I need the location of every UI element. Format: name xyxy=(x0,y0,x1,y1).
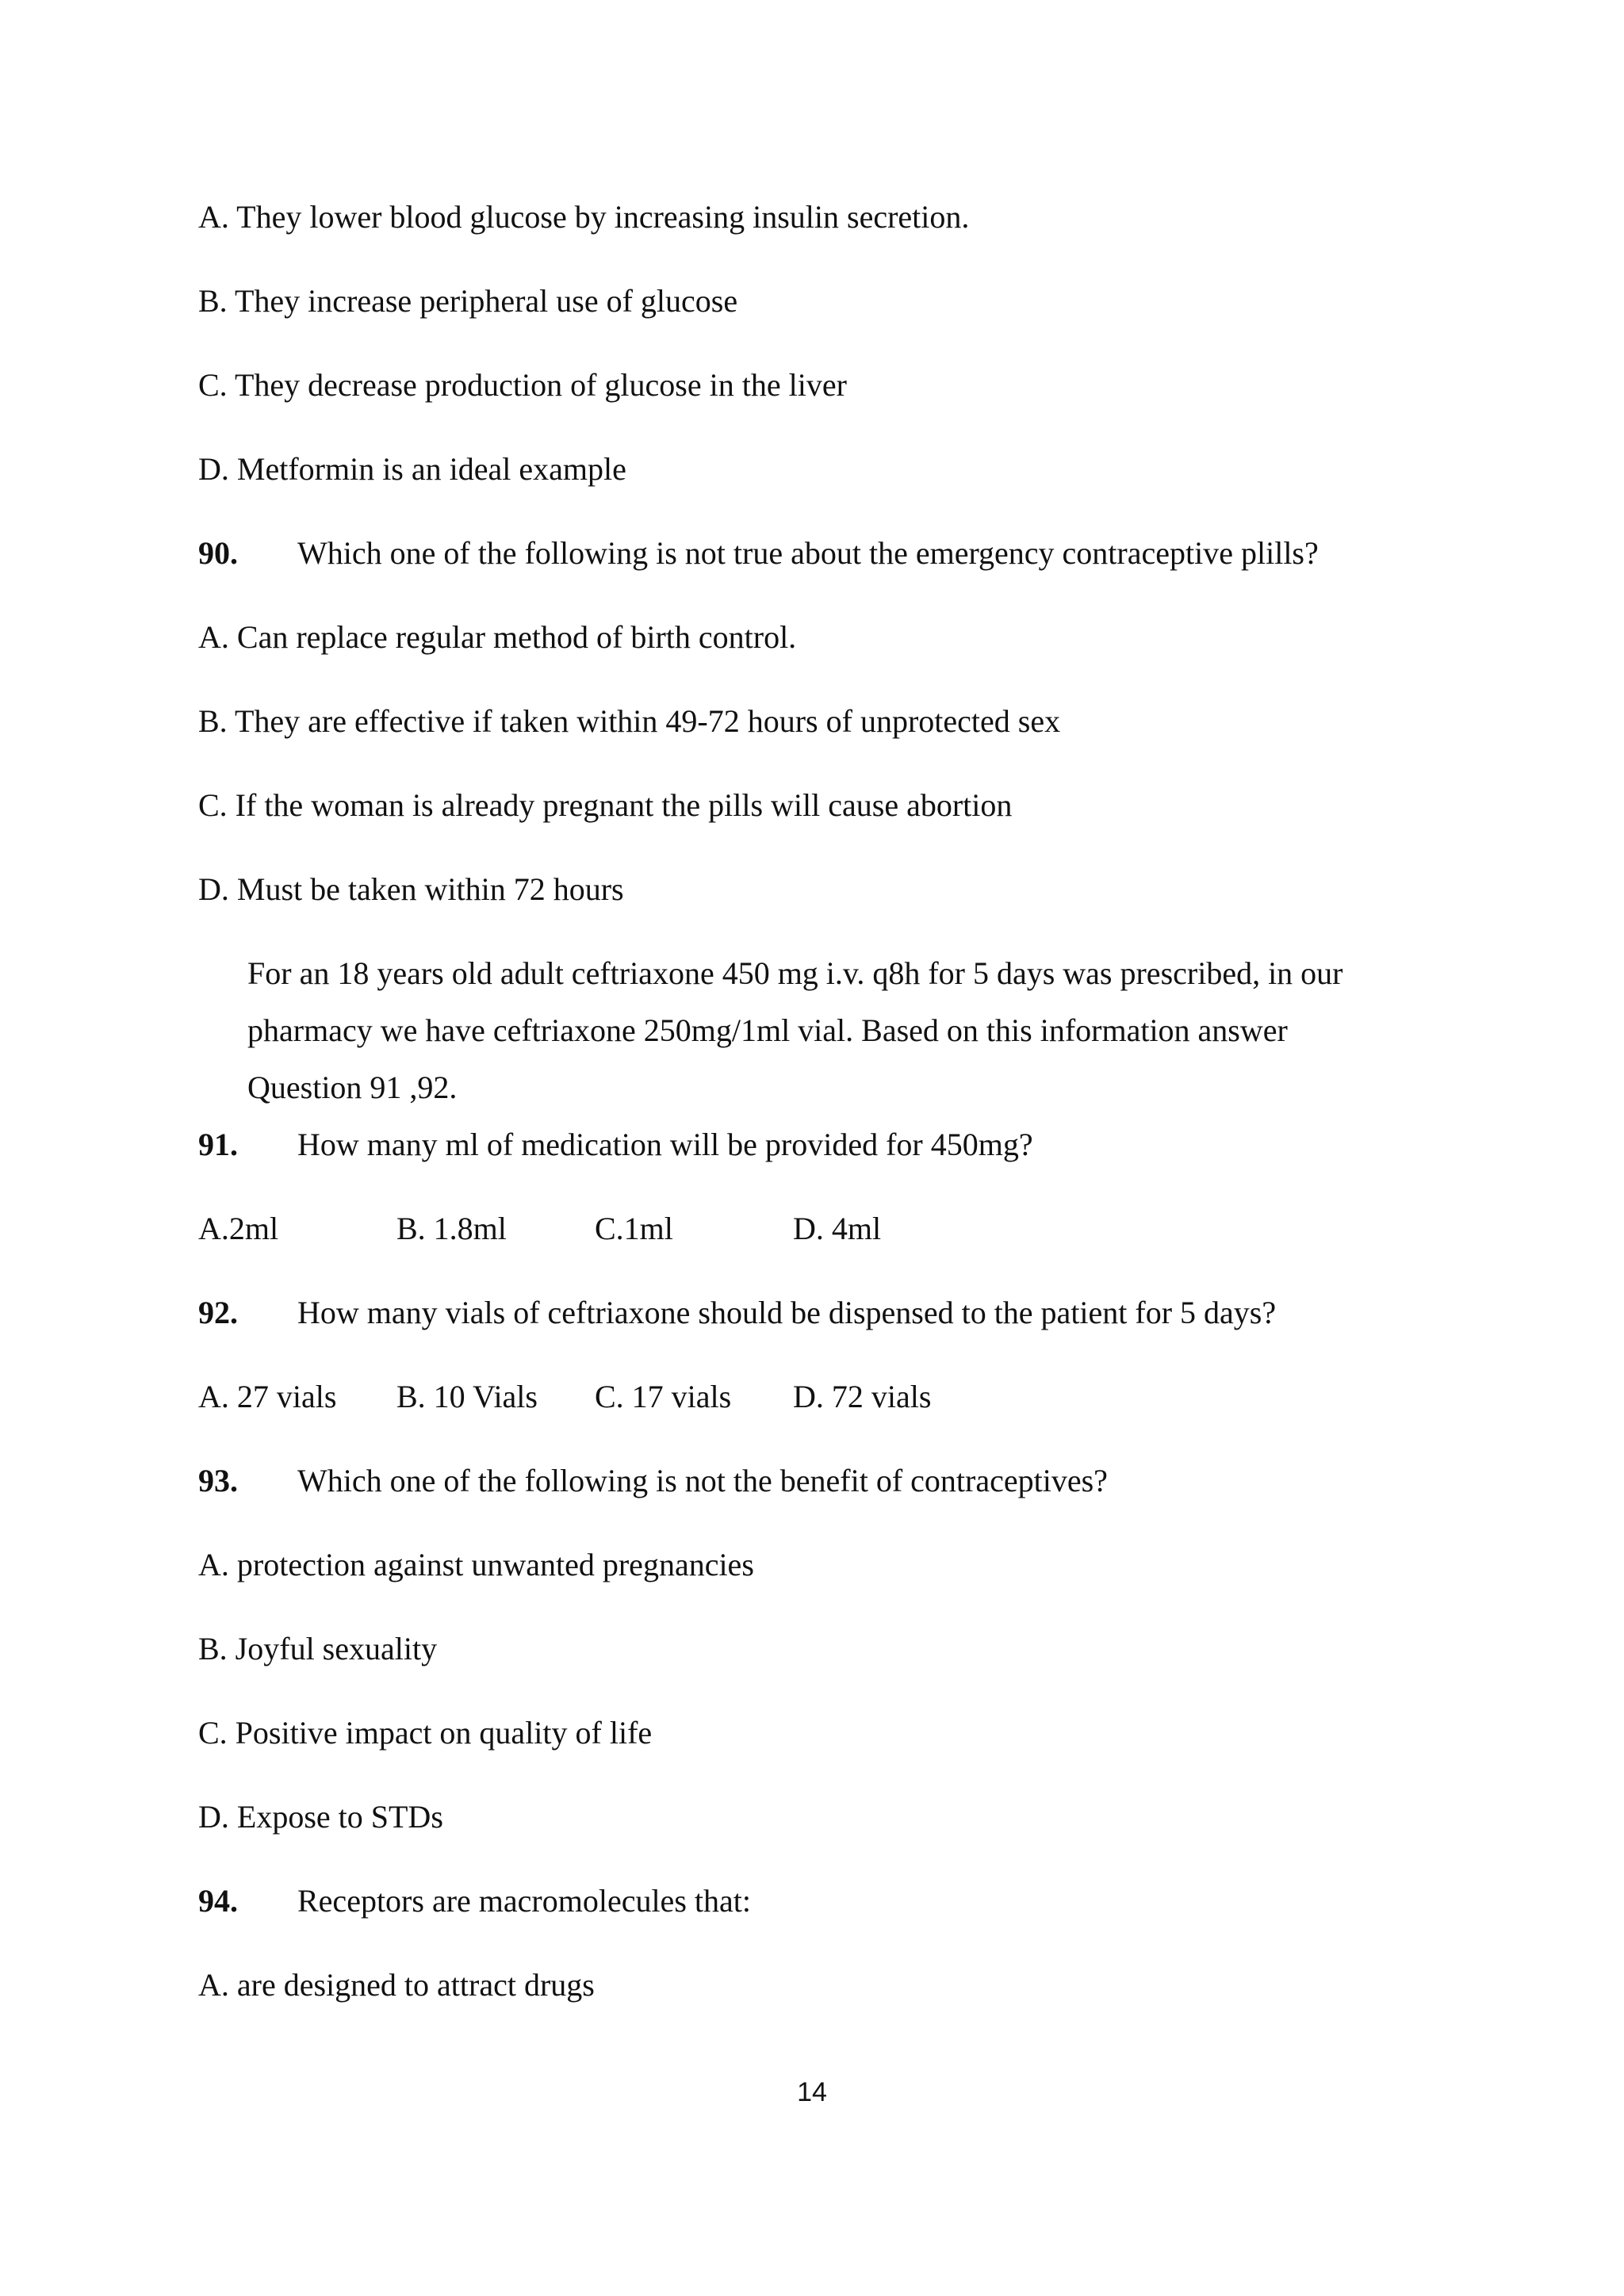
question-92 xyxy=(198,1294,1276,1332)
q93-option-d: D. Expose to STDs xyxy=(198,1799,443,1835)
case-line: pharmacy we have ceftriaxone 250mg/1ml vial. Based on this information answer xyxy=(247,1012,1288,1048)
case-line: For an 18 years old adult ceftriaxone 450 mg i.v. q8h for 5 days was prescribed, in our xyxy=(247,955,1343,991)
question-90 xyxy=(198,534,1319,572)
question-number: 90. xyxy=(198,535,238,571)
question-number: 93. xyxy=(198,1463,238,1498)
question-number: 91. xyxy=(198,1127,238,1162)
q90-option-c: C. If the woman is already pregnant the pills will cause abortion xyxy=(198,787,1013,823)
question-91 xyxy=(198,1126,1033,1164)
page-number: 14 xyxy=(797,2077,827,2107)
q91-option-a: A.2ml xyxy=(198,1211,279,1246)
q91-option-c: C.1ml xyxy=(595,1211,673,1246)
q91-options xyxy=(198,1210,1388,1248)
case-line: Question 91 ,92. xyxy=(247,1070,458,1105)
q93-option-c: C. Positive impact on quality of life xyxy=(198,1715,653,1751)
question-text: How many vials of ceftriaxone should be dispensed to the patient for 5 days? xyxy=(297,1295,1277,1330)
q92-option-d: D. 72 vials xyxy=(793,1379,932,1414)
q92-option-b: B. 10 Vials xyxy=(396,1379,538,1414)
question-93 xyxy=(198,1462,1108,1500)
question-text: Receptors are macromolecules that: xyxy=(297,1883,751,1919)
q92-option-c: C. 17 vials xyxy=(595,1379,732,1414)
case-paragraph xyxy=(247,945,1437,1116)
question-number: 92. xyxy=(198,1295,238,1330)
question-94 xyxy=(198,1882,751,1920)
question-text: Which one of the following is not true about the emergency contraceptive plills? xyxy=(297,535,1319,571)
q90-option-d: D. Must be taken within 72 hours xyxy=(198,871,624,907)
prev-option-c: C. They decrease production of glucose in the liver xyxy=(198,367,847,403)
question-text: How many ml of medication will be provided for 450mg? xyxy=(297,1127,1033,1162)
q91-option-d: D. 4ml xyxy=(793,1211,882,1246)
q93-option-a: A. protection against unwanted pregnancies xyxy=(198,1547,754,1582)
q93-option-b: B. Joyful sexuality xyxy=(198,1631,438,1667)
q90-option-b: B. They are effective if taken within 49-72 hours of unprotected sex xyxy=(198,703,1061,739)
q92-options xyxy=(198,1378,1388,1416)
q91-option-b: B. 1.8ml xyxy=(396,1211,507,1246)
q92-option-a: A. 27 vials xyxy=(198,1379,337,1414)
prev-option-a: A. They lower blood glucose by increasing insulin secretion. xyxy=(198,199,970,235)
prev-option-b: B. They increase peripheral use of glucose xyxy=(198,283,738,319)
q90-option-a: A. Can replace regular method of birth control. xyxy=(198,619,797,655)
q94-option-a: A. are designed to attract drugs xyxy=(198,1967,595,2003)
question-text: Which one of the following is not the benefit of contraceptives? xyxy=(297,1463,1108,1498)
question-number: 94. xyxy=(198,1883,238,1919)
prev-option-d: D. Metformin is an ideal example xyxy=(198,451,626,487)
